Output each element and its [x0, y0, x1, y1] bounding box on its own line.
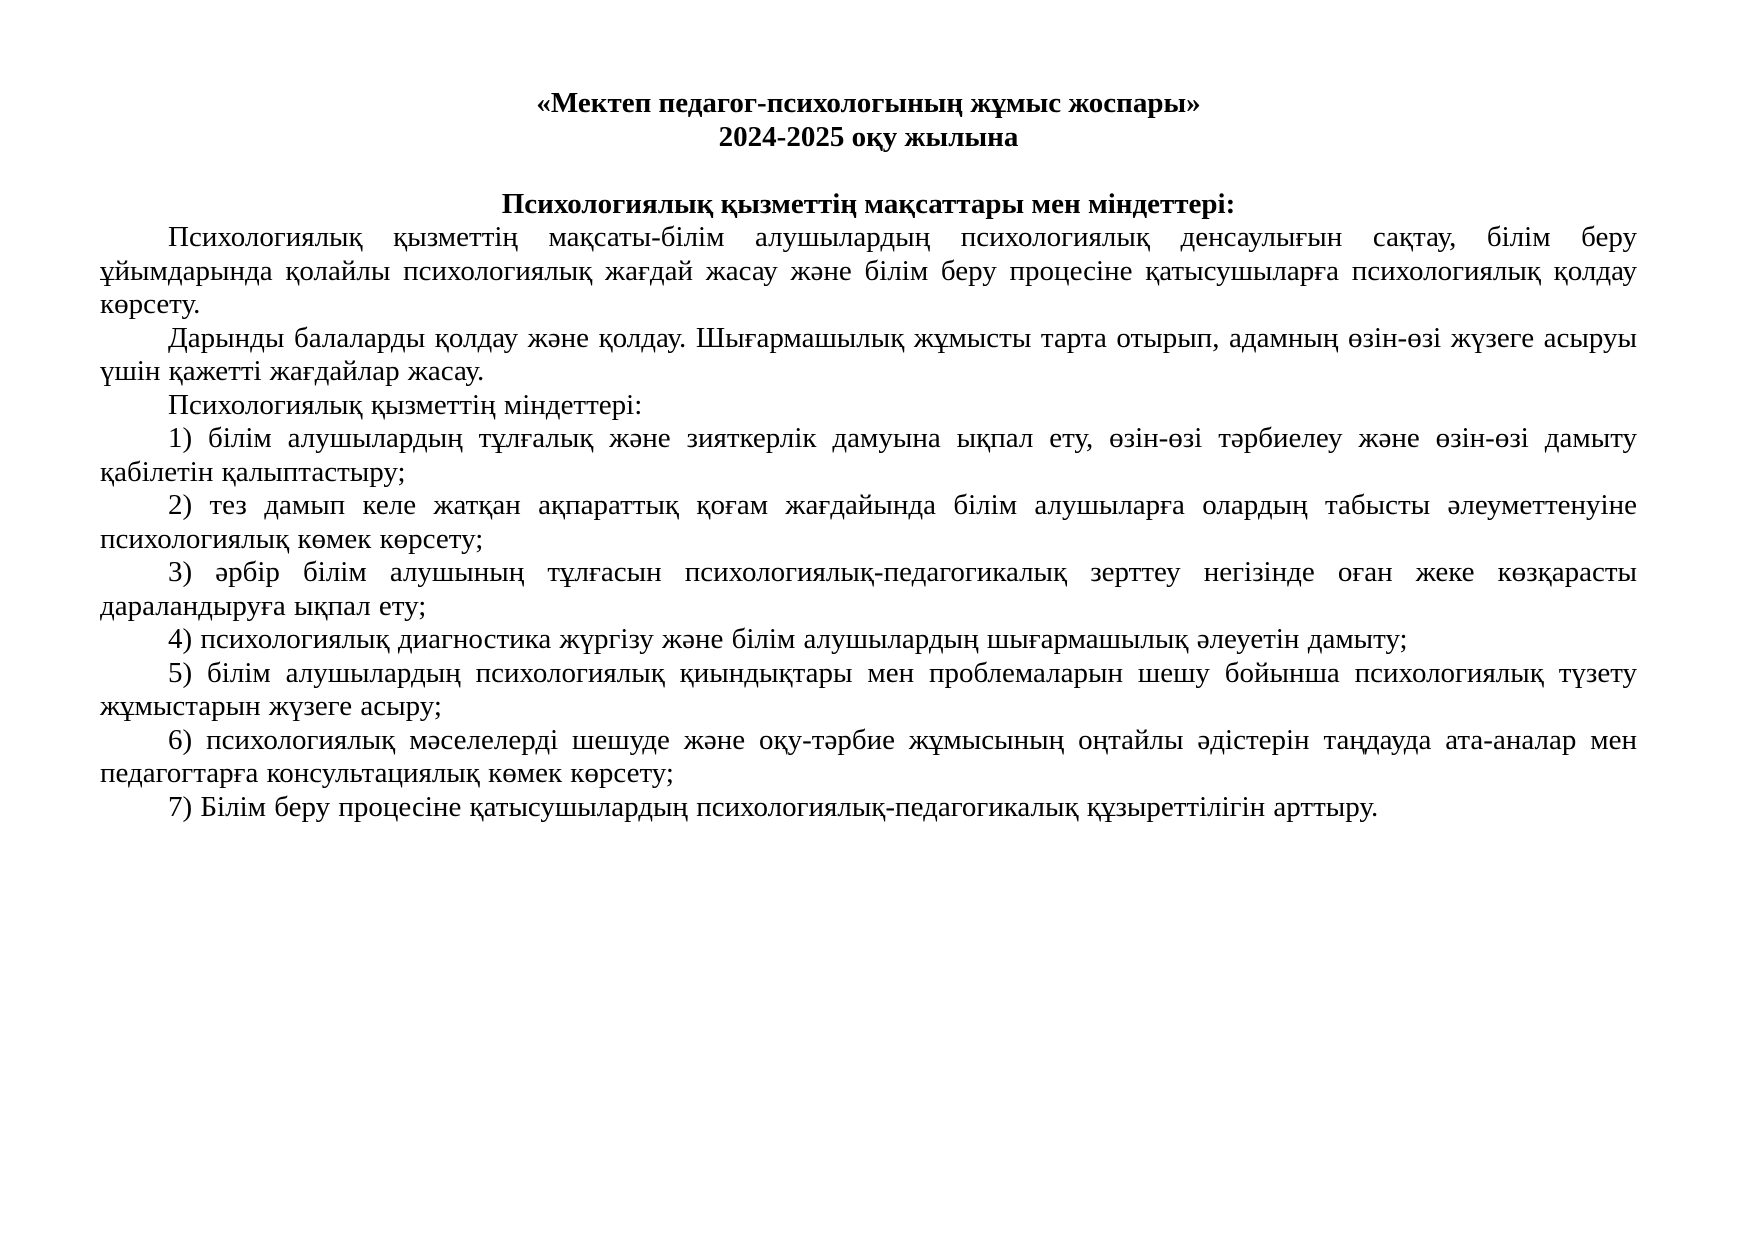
- task-item-4: 4) психологиялық диагностика жүргізу және білім алушылардың шығармашылық әлеуетін дамыту;: [168, 623, 1408, 655]
- task-item-2: 2) тез дамып келе жатқан ақпараттық қоғам жағдайында білім алушыларға олардың табысты әлеуметтенуіне психологиялық көмек көрсету;: [100, 489, 1637, 555]
- doc-title-line-2: 2024-2025 оқу жылына: [718, 120, 1019, 153]
- task-item-6: 6) психологиялық мәселелерді шешуде және оқу-тәрбие жұмысының оңтайлы әдістерін таңдауда ата-аналар мен педагогтарға консультациялық көмек көрсету;: [100, 723, 1637, 789]
- section-heading: Психологиялық қызметтің мақсаттары мен міндеттері:: [501, 187, 1236, 220]
- paragraph-tasks-label: Психологиялық қызметтің міндеттері:: [168, 388, 643, 421]
- task-item-3: 3) әрбір білім алушының тұлғасын психологиялық-педагогикалық зерттеу негізінде оған жеке көзқарасты дараландыруға ықпал ету;: [100, 556, 1637, 622]
- blank-line: [100, 154, 1637, 188]
- doc-title-line-1: «Мектеп педагог-психологының жұмыс жоспары»: [536, 87, 1201, 119]
- task-item-7: 7) Білім беру процесіне қатысушылардың психологиялық-педагогикалық құзыреттілігін арттыру.: [168, 790, 1379, 823]
- task-item-1: 1) білім алушылардың тұлғалық және зияткерлік дамуына ықпал ету, өзін-өзі тәрбиелеу және өзін-өзі дамыту қабілетін қалыптастыру;: [100, 422, 1637, 488]
- task-item-5: 5) білім алушылардың психологиялық қиындықтары мен проблемаларын шешу бойынша психологиялық түзету жұмыстарын жүзеге асыру;: [100, 656, 1637, 722]
- paragraph-goal: Психологиялық қызметтің мақсаты-білім алушылардың психологиялық денсаулығын сақтау, білім беру ұйымдарында қолайлы психологиялық жағдай жасау және білім беру процесіне қатысушыларға психологиялық қолдау көрсету.: [100, 221, 1637, 320]
- paragraph-gifted-children: Дарынды балаларды қолдау және қолдау. Шығармашылық жұмысты тарта отырып, адамның өзін-өзі жүзеге асыруы үшін қажетті жағдайлар жасау.: [100, 321, 1637, 387]
